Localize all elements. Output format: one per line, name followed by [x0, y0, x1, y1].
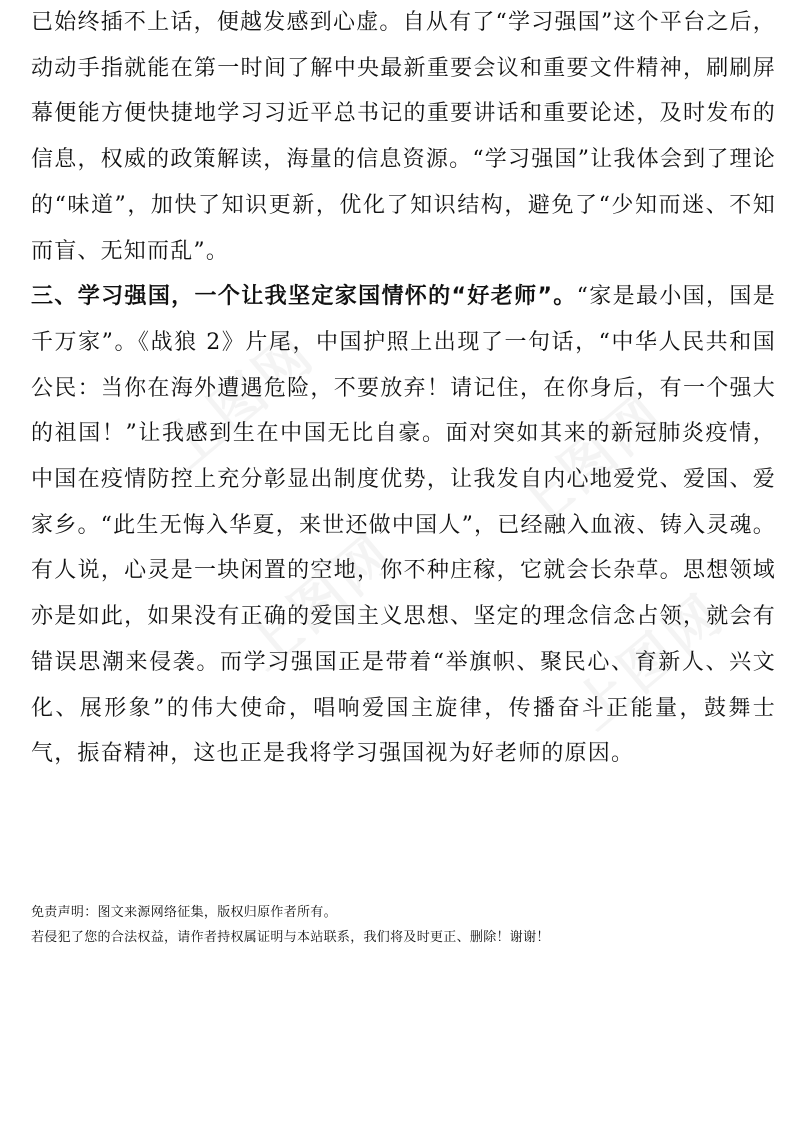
- section-3-heading: 三、学习强国，一个让我坚定家国情怀的“好老师”。: [31, 284, 577, 310]
- disclaimer-line-2: 若侵犯了您的合法权益，请作者持权属证明与本站联系，我们将及时更正、删除！谢谢！: [31, 930, 550, 945]
- article-body: [31, 0, 776, 777]
- section-3-paragraph: [31, 274, 776, 777]
- disclaimer: [31, 900, 776, 950]
- section-3-body: “家是最小国，国是千万家”。《战狼 2》片尾，中国护照上出现了一句话，“中华人民共和国公民：当你在海外遭遇危险，不要放弃！请记住，在你身后，有一个强大的祖国！”让我感到生在中国无比自豪。面对突如其来的新冠肺炎疫情，中国在疫情防控上充分彰显出制度优势，让我发自内心地爱党、爱国、爱家乡。“此生无悔入华夏，来世还做中国人”，已经融入血液、铸入灵魂。有人说，心灵是一块闲置的空地，你不种庄稼，它就会长杂草。思想领域亦是如此，如果没有正确的爱国主义思想、坚定的理念信念占领，就会有错误思潮来侵袭。而学习强国正是带着“举旗帜、聚民心、育新人、兴文化、展形象”的伟大使命，唱响爱国主旋律，传播奋斗正能量，鼓舞士气，振奋精神，这也正是我将学习强国视为好老师的原因。: [31, 284, 776, 767]
- paragraph-continued: 已始终插不上话，便越发感到心虚。自从有了“学习强国”这个平台之后，动动手指就能在第一时间了解中央最新重要会议和重要文件精神，刷刷屏幕便能方便快捷地学习习近平总书记的重要讲话和重要论述，及时发布的信息，权威的政策解读，海量的信息资源。“学习强国”让我体会到了理论的“味道”，加快了知识更新，优化了知识结构，避免了“少知而迷、不知而盲、无知而乱”。: [31, 10, 776, 264]
- disclaimer-line-1: 免责声明：图文来源网络征集，版权归原作者所有。: [31, 905, 337, 920]
